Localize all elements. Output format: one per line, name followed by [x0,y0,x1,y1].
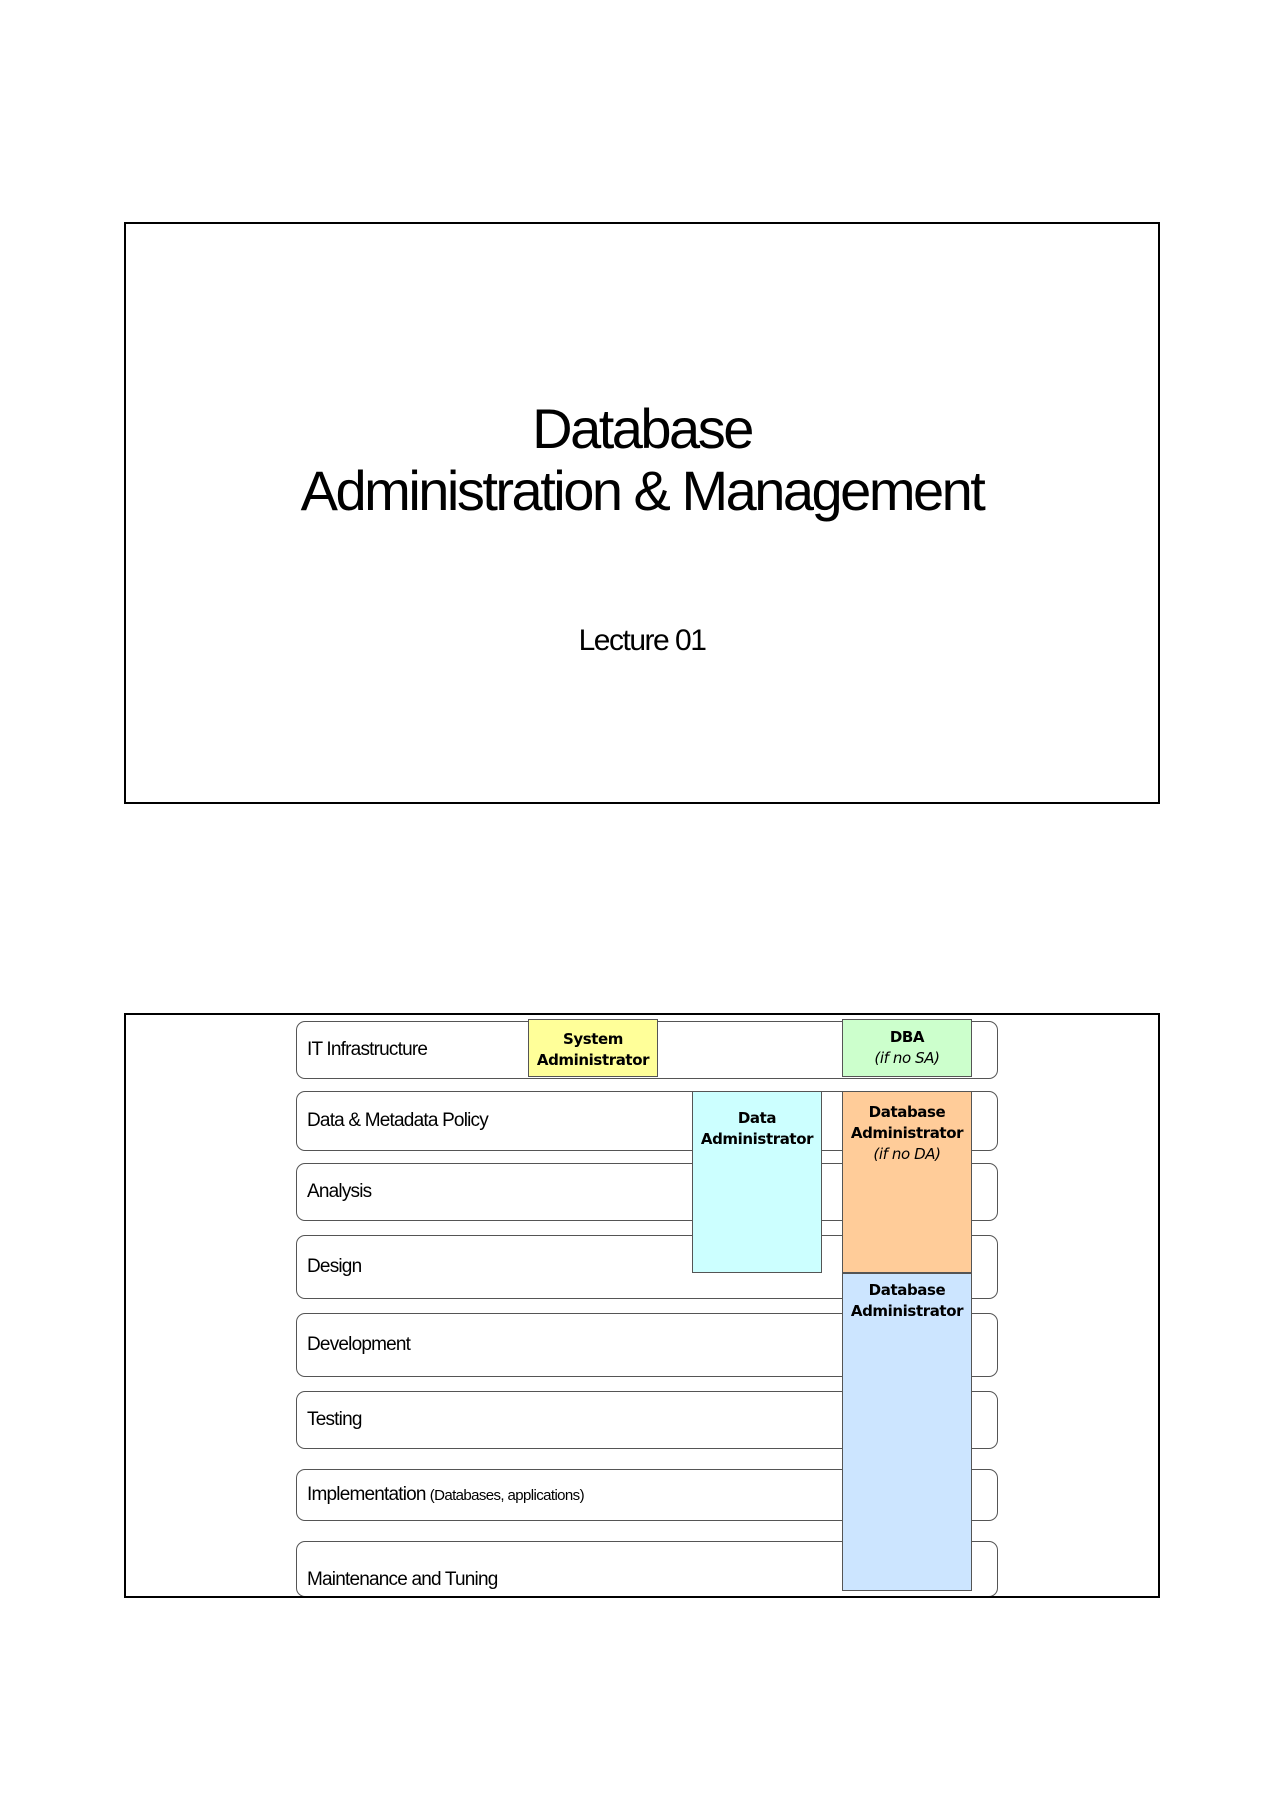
row-sublabel: (Databases, applications) [429,1486,584,1504]
slide-title [126,398,1158,522]
row-label: Testing [307,1409,362,1430]
row-label: Maintenance and Tuning [307,1569,498,1590]
row-label: Analysis [307,1181,372,1202]
role-line-1: Database [868,1281,946,1299]
title-line-1: Database [532,397,752,460]
role-system-administrator [528,1019,658,1077]
row-label: Design [307,1256,362,1277]
role-data-administrator [692,1091,822,1273]
slide-subtitle: Lecture 01 [578,624,706,657]
role-line-2: Administrator [700,1130,814,1148]
role-note: (if no DA) [873,1145,941,1163]
title-slide [124,222,1160,804]
role-line-1: System [562,1030,624,1048]
row-label: IT Infrastructure [307,1039,428,1060]
role-note: (if no SA) [874,1049,940,1067]
role-database-administrator [842,1273,972,1591]
roles-diagram-slide [124,1013,1160,1598]
row-label: Data & Metadata Policy [307,1110,488,1131]
role-line-1: DBA [889,1028,925,1046]
row-label: Implementation [307,1484,426,1505]
role-line-1: Data [737,1109,777,1127]
role-line-2: Administrator [850,1124,964,1142]
title-line-2: Administration & Management [300,459,984,522]
role-line-2: Administrator [850,1302,964,1320]
role-line-2: Administrator [536,1051,650,1069]
row-label: Development [307,1334,411,1355]
role-dba-if-no-sa [842,1019,972,1077]
role-line-1: Database [868,1103,946,1121]
role-dba-if-no-da [842,1091,972,1273]
